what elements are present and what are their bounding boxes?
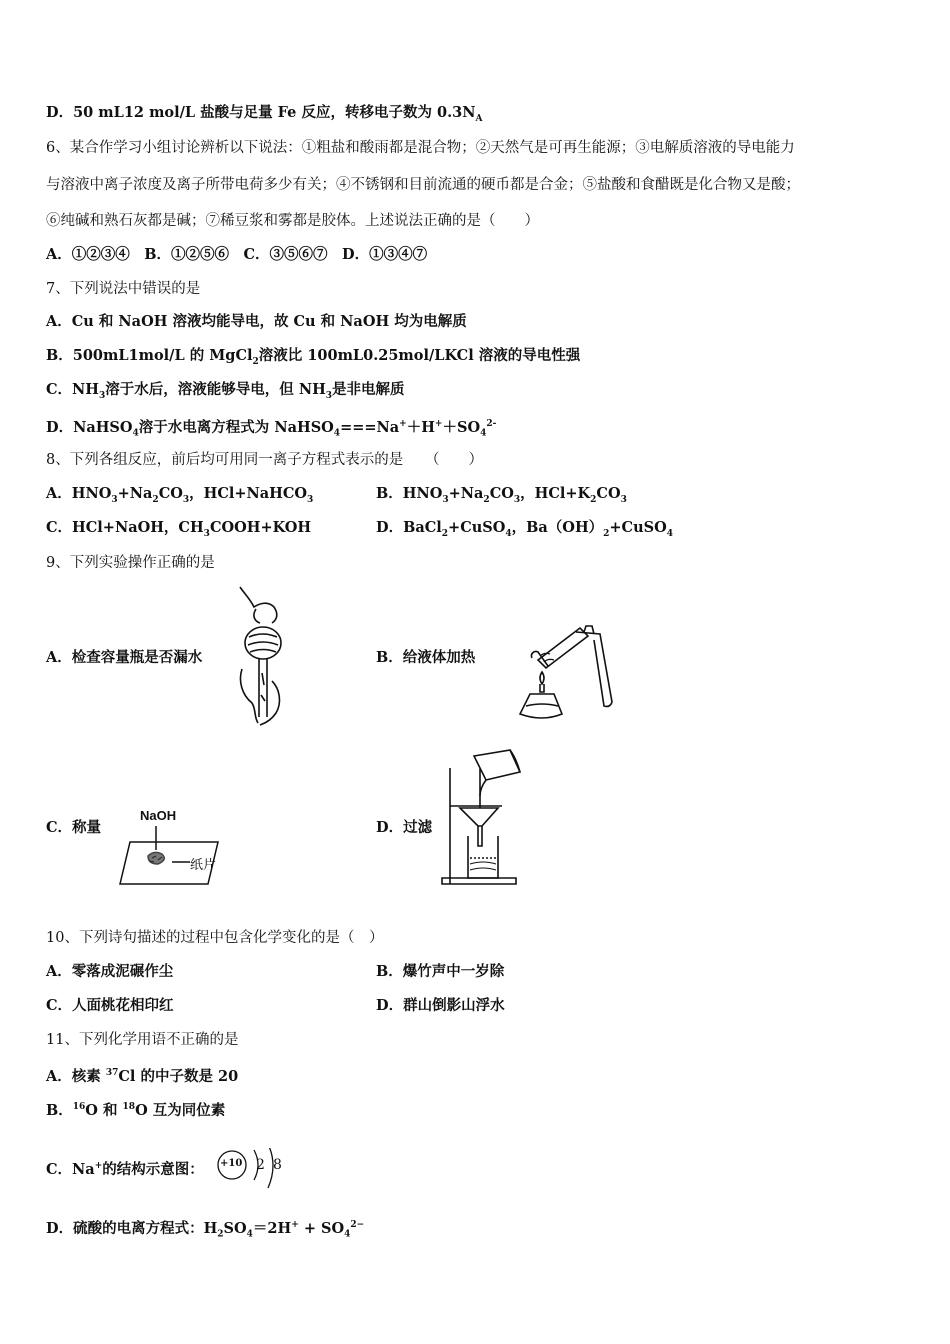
- q7-option-d: D．NaHSO$_4$溶于水电离方程式为 $NaHSO_4===Na^++H^++SO_4^{2-}$: [46, 418, 497, 439]
- q11-option-d: D．硫酸的电离方程式：$H_2SO_4=2H^+ + SO_4^{2-}$: [46, 1219, 365, 1240]
- q6-stem-line2: 与溶液中离子浓度及离子所带电荷多少有关；④不锈钢和目前流通的硬币都是合金；⑤盐酸和食醋既是化合物又是酸；: [46, 177, 800, 193]
- q9-option-a: A．检查容量瓶是否漏水: [46, 649, 203, 666]
- q11-option-c: C．Na+的结构示意图：: [46, 1160, 204, 1178]
- q8-option-c: C．HCl+NaOH，$CH_3COOH+KOH$: [46, 519, 312, 539]
- q8-option-a: A．$HNO_3+Na_2CO_3$，HCl+NaHCO$_3$: [46, 485, 314, 505]
- heating-liquid-illustration: [508, 622, 616, 726]
- q5-option-d: D．50 mL12 mol/L 盐酸与足量 Fe 反应，转移电子数为 $0.3N_A$: [46, 104, 483, 124]
- q8-option-d: D．BaCl$_2$+CuSO$_4$，$Ba(OH)_2+CuSO_4$: [376, 519, 674, 539]
- naoh-label: NaOH: [140, 808, 177, 823]
- q6-stem-line1: 6、某合作学习小组讨论辨析以下说法：①粗盐和酸雨都是混合物；②天然气是可再生能源；③电解质溶液的导电能力: [46, 140, 795, 156]
- q7-option-a: A．Cu 和 NaOH 溶液均能导电，故 Cu 和 NaOH 均为电解质: [46, 313, 467, 330]
- q7-option-b: B．500mL1mol/L 的 MgCl$_2$溶液比 100mL0.25mol/LKCl 溶液的导电性强: [46, 347, 581, 367]
- q7-option-c: C．$NH_3$溶于水后，溶液能够导电，但 $NH_3$是非电解质: [46, 381, 405, 401]
- nucleus-charge: +10: [220, 1158, 243, 1169]
- q10-option-c: C．人面桃花相印红: [46, 997, 174, 1014]
- q9-option-b: B．给液体加热: [376, 649, 476, 666]
- q11-stem: 11、下列化学用语不正确的是: [46, 1032, 239, 1048]
- q8-stem: 8、下列各组反应，前后均可用同一离子方程式表示的是 （ ）: [46, 452, 483, 468]
- q9-option-c: C．称量: [46, 819, 102, 836]
- weighing-naoh-illustration: [118, 808, 228, 888]
- shell2-electrons: 8: [273, 1157, 282, 1173]
- q9-stem: 9、下列实验操作正确的是: [46, 555, 215, 571]
- q9-option-d: D．过滤: [376, 819, 433, 836]
- q10-stem: 10、下列诗句描述的过程中包含化学变化的是（ ）: [46, 930, 384, 946]
- filtration-illustration: [440, 748, 524, 888]
- q10-option-a: A．零落成泥碾作尘: [46, 963, 174, 980]
- q8-option-b: B．$HNO_3+Na_2CO_3$，$HCl+K_2CO_3$: [376, 485, 627, 505]
- q11-option-a: A．核素 $^{37}$Cl 的中子数是 20: [46, 1067, 239, 1085]
- q7-stem: 7、下列说法中错误的是: [46, 281, 201, 297]
- q10-option-b: B．爆竹声中一岁除: [376, 963, 505, 980]
- volumetric-flask-illustration: [232, 585, 294, 727]
- paper-label: 纸片: [190, 858, 217, 873]
- q6-stem-line3: ⑥纯碱和熟石灰都是碱；⑦稀豆浆和雾都是胶体。上述说法正确的是（ ）: [46, 213, 539, 229]
- shell1-electrons: 2: [256, 1157, 265, 1173]
- q6-options: A．①②③④ B．①②⑤⑥ C．③⑤⑥⑦ D．①③④⑦: [46, 246, 428, 263]
- sodium-ion-structure-diagram: [216, 1148, 296, 1202]
- q10-option-d: D．群山倒影山浮水: [376, 997, 505, 1014]
- q11-option-b: B．$^{16}$O 和 $^{18}$O 互为同位素: [46, 1101, 226, 1119]
